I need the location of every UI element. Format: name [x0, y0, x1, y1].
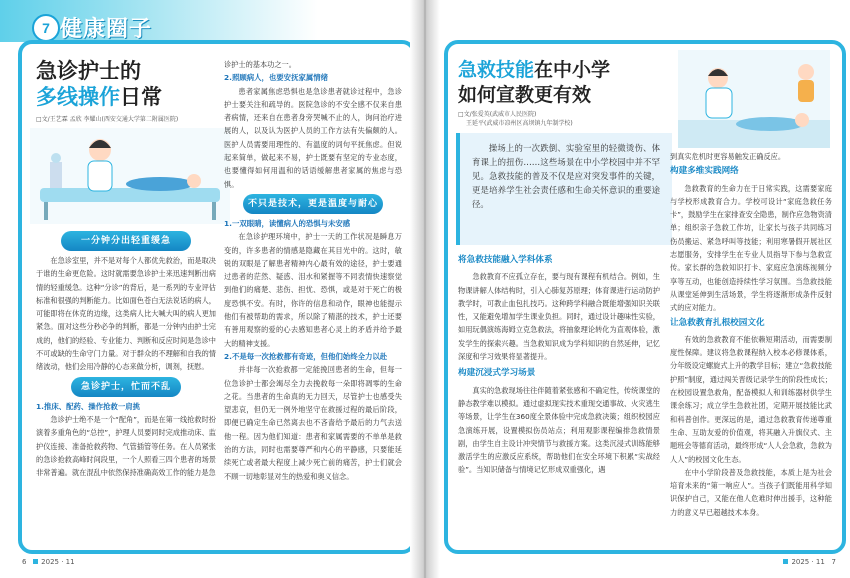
- paragraph: 急救教育的生命力在于日常实践，这需要家庭与学校形成教育合力。学校可设计“家庭急救任务卡”，鼓励学生在家排查安全隐患，制作应急物资清单；组织亲子急救工作坊，让家长与孩子共同练习伤员搬运、紧急呼叫等技能；利用寒暑假开展社区志愿服务，安排学生在专业人员指导下参与急救宣传。家长群的急救知识打卡、家庭应急演练视频分享等互动，也能创造持续性学习氛围。当急救技能从课堂延伸到生活场景，学生将逐渐形成条件反射式的应对能力。: [670, 183, 832, 313]
- page-number: 6: [22, 558, 27, 566]
- paragraph: 到真实危机时更容易触发正确反应。: [670, 152, 786, 161]
- paragraph: 急救教育不应孤立存在，要与现有课程有机结合。例如，生物课讲解人体结构时，引入心肺复苏原理；体育课进行运动防护教学时，可教止血包扎技巧。这种跨学科融合既能增强知识关联性，又能避免增加学生课业负担。同时，通过设计趣味性实验，如用玩偶演练海姆立克急救法，将抽象理论转化为直观体验，激发学生的探索兴趣。当急救知识成为学科知识的自然延伸，记忆深度和学习效果将显著提升。: [458, 272, 660, 362]
- subheading: 1.推床、配药、操作抢救一肩挑: [36, 401, 141, 411]
- book-spine-fold: [410, 0, 440, 578]
- nurse-illustration: [30, 128, 230, 224]
- left-article-title: [36, 58, 162, 110]
- right-article-title: [458, 58, 610, 108]
- intro-quote-box: [456, 133, 672, 245]
- section-pill-warmth: 不只是技术，更是温度与耐心: [243, 194, 383, 214]
- masthead: [0, 0, 424, 42]
- masthead-logo-text: 健康圈子: [60, 17, 153, 42]
- section-heading: 将急救技能融入学科体系: [458, 255, 553, 265]
- paragraph: 在急诊室里，并不是对每个人都优先救治，而是取决于谁的生命更危险。这时就需要急诊护士来迅速判断出病情的轻重缓急。这种“分诊”的背后，是一系列的专业评估标准和很强的判断能力。比如面色苍白无法说话的病人，可能即将在休克的边缘，这类病人比大喊大叫的病人更加紧急。面对这些分秒必争的判断，都是一分钟内由护士完成的，他们的经验、专业能力、判断和反应时间是急诊中不可或缺的生命守门力量。对于群众的不理解和自我的情绪波动，他们会用冷静的心态来做分析，调剂，抚慰。: [36, 256, 216, 372]
- right-byline-author-2: 王延平(武威市凉州区高坝镇九年制学校): [466, 120, 573, 127]
- left-title-line1: 急诊护士的: [36, 59, 141, 83]
- paragraph: 有效的急救教育不能依赖短期活动，而需要制度性保障。建议将急救课程纳入校本必修课体系，分年级设定螺旋式上升的教学目标；建立“急救技能护照”制度，通过闯关晋级记录学生的阶段性成长；在校园设置急救角，配备模拟人和训练器材供学生课余练习；成立学生急救社团，定期开展技能比武和科普创作。更深远的是，通过急救教育传递尊重生命、互助友爱的价值观，将其融入升旗仪式、主题班会等德育活动，最终形成“人人会急救，急救为人人”的校园文化生态。: [670, 334, 832, 464]
- left-title-highlight: 多线操作: [36, 85, 120, 109]
- paragraph: 在急诊护理环境中，护士一天的工作状况是瞬息万变的，许多患者的情感是隐藏在其目光中的。这时，敏锐的双眼是了解患者精神内心最有效的途径，护士要通过患者的茫然、疑惑、泪水和紧握等不同表情快速察觉到他们的痛楚、悲伤、担忧、恐惧，或是对于死亡的极度恐惧不安。有时，你许的信息和动作，眼神也能提示他们有被帮助的需求，所以除了精湛的技术，护士还要有善用观察的爱的心去感知患者心灵上的矛盾并给予最大的精神支援。: [224, 232, 402, 348]
- right-byline: [458, 110, 658, 128]
- right-byline-author-1: □文/张爱英(武威市人民医院): [458, 111, 537, 118]
- subheading: 1.一双眼睛，读懂病人的恐惧与未安感: [224, 218, 351, 228]
- section-heading: 构建多维实践网络: [670, 166, 739, 177]
- left-column-2: [224, 58, 402, 540]
- section-pill-triage: 一分钟分出轻重缓急: [61, 231, 191, 251]
- left-title-line2-end: 日常: [120, 85, 162, 109]
- page-date: 2025 · 11: [791, 558, 825, 566]
- right-title-line2: 如何宣教更有效: [458, 84, 592, 106]
- paragraph: 在中小学阶段普及急救技能，本质上是为社会培育未来的“第一响应人”。当孩子们既能用科学知识保护自己，又能在他人危难时伸出援手，这种能力的意义早已超越技术本身。: [670, 467, 832, 517]
- section-heading: 让急救教育扎根校园文化: [670, 317, 765, 328]
- right-column-2: [670, 150, 832, 542]
- right-title-rest: 在中小学: [534, 59, 611, 81]
- subheading: 2.不是每一次抢救都有奇迹，但他们始终全力以赴: [224, 351, 388, 361]
- first-aid-illustration: [678, 50, 830, 148]
- masthead-logo-number: 7: [32, 14, 60, 42]
- subheading: 2.照顾病人，也要安抚家属情绪: [224, 73, 329, 83]
- footer-dot-icon: [33, 559, 38, 564]
- paragraph: 并非每一次抢救都一定能挽回患者的生命，但每一位急诊护士都会竭尽全力去挽救每一朵即将凋零的生命之花。当患者的生命真的无力回天，尽管护士也感受失望悲哀，但仍无一例外地坚守在救援过程的最后阶段，即便已确定生命已然离去也不吝啬给予最后的力气去送他一程。因为他们知道：患者和家属需要的不单单是救治的方法，同时也需要尊严和内心的平静感，只要能延续死亡或者最大程度上减少死亡前的痛苦，护士们就会不顾一切地彰显对生的热爱和奥义信念。: [224, 365, 402, 481]
- left-byline: □文/王艺霖 孟欣 李耀山(西安交通大学第二附属医院): [36, 116, 179, 123]
- left-title-line2: [36, 84, 162, 110]
- page-number: 7: [831, 558, 836, 566]
- right-title-line1: [458, 58, 610, 83]
- left-column-1: [36, 228, 216, 540]
- paragraph: 急诊护士绝不是一个“配角”，而是在第一线抢救时扮演着多重角色的“总控”，护理人员要同时完成推动床、监护仪连接、准备抢救药物、气管插管等任务。在人员紧张的急诊抢救高峰时间段里，一个人照看三四个患者的场景非常普遍。就在混乱中依然保持准确高效工作的能力是急: [36, 414, 216, 478]
- footer-dot-icon: [783, 559, 788, 564]
- right-column-1: [458, 252, 660, 542]
- left-page: [0, 0, 424, 578]
- paragraph: 诊护士的基本功之一。: [224, 60, 296, 69]
- section-heading: 构建沉浸式学习场景: [458, 368, 536, 379]
- left-page-footer: [22, 558, 75, 566]
- paragraph: 真实的急救现场往往伴随着紧张感和不确定性，传统课堂的静态教学难以模拟。通过虚拟现实技术重现交通事故、火灾逃生等场景，让学生在360度全景体验中完成急救决策；组织校园应急演练开展，设置模拟伤员站点；利用观影课程编排急救情景剧，由学生自主设计冲突情节与救援方案。这类沉浸式训练能够激活学生的应激反应系统，帮助他们在安全环境下积累“实战经验”。当知识储备与情境记忆形成双重强化，遇: [458, 385, 660, 475]
- page-date: 2025 · 11: [41, 558, 75, 566]
- paragraph: 患者家属焦虑恐惧也是急诊患者就诊过程中，急诊护士要关注和疏导的。医院急诊的不安全感不仅来自患者病情，还来自在患者身旁哭喊不止的人，询问治疗进展的人，以及认为医护人员的工作方法有失偏颇的人。医护人员需要用理性的、有温度的词句平抚焦虑。但说起来简单，做起来不易，护士既要有坚定的专业态度，也要懂得如何用温和的话语缓解患者家属的焦虑与恐惧。: [224, 86, 402, 189]
- right-page-footer: [783, 558, 836, 566]
- right-title-highlight: 急救技能: [458, 59, 535, 81]
- right-page: [426, 0, 850, 578]
- intro-quote: 操场上的一次跌倒、实验室里的轻微烫伤、体育课上的扭伤……这些场景在中小学校园中并不罕见。急救技能的普及不仅是应对突发事件的关键，更是培养学生社会责任感和生命关怀意识的重要途径。: [472, 143, 660, 209]
- section-pill-busy: 急诊护士，忙而不乱: [71, 377, 181, 397]
